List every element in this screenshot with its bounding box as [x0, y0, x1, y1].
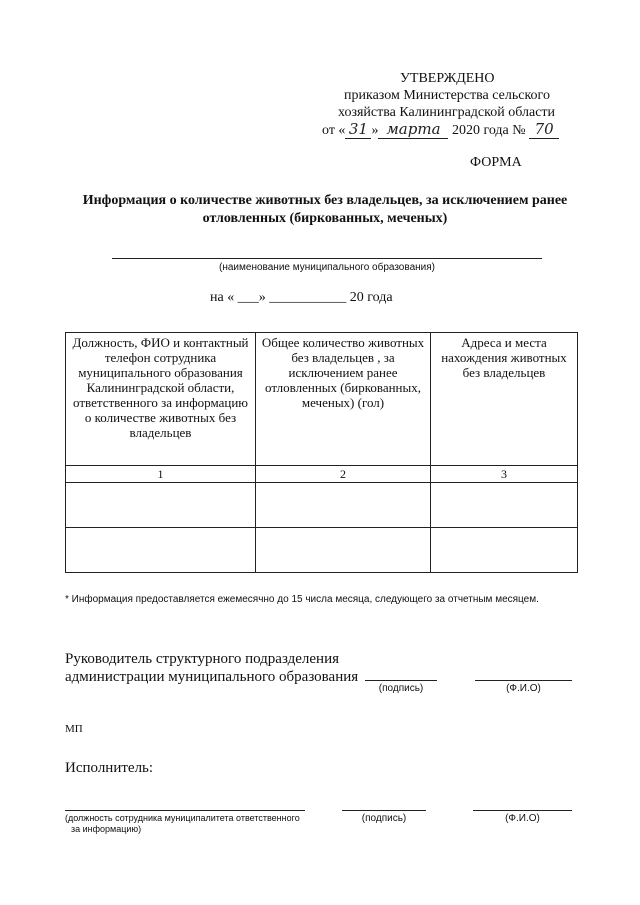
table-row	[66, 528, 578, 573]
stamp-place: МП	[65, 723, 83, 735]
table-cell[interactable]	[66, 483, 256, 528]
executor-signature-caption: (подпись)	[361, 813, 407, 824]
table-cell[interactable]	[256, 483, 431, 528]
head-name-line[interactable]	[475, 680, 572, 681]
handwritten-number: 70	[529, 121, 559, 139]
handwritten-day: 31	[345, 121, 371, 139]
table-cell[interactable]	[256, 528, 431, 573]
footnote: * Информация предоставляется ежемесячно до 15 числа месяца, следующего за отчетным месяцем.	[65, 594, 539, 605]
approved-order-line: приказом Министерства сельского	[344, 88, 550, 103]
executor-signature-line[interactable]	[342, 810, 426, 811]
column-number: 2	[256, 466, 431, 483]
executor-name-caption: (Ф.И.О)	[505, 813, 540, 824]
header-cell-responsible: Должность, ФИО и контактный телефон сотрудника муниципального образования Калининградской области, ответственного за информацию о количестве животных без владельцев	[66, 333, 256, 466]
column-number: 3	[431, 466, 578, 483]
approved-ministry-line: хозяйства Калининградской области	[338, 105, 556, 120]
year-text: 2020 года №	[451, 123, 526, 138]
table-header-row	[66, 333, 578, 466]
header-cell-addresses: Адреса и места нахождения животных без владельцев	[431, 333, 578, 466]
table-cell[interactable]	[66, 528, 256, 573]
position-caption-line-2: за информацию)	[71, 824, 142, 834]
executor-label: Исполнитель:	[65, 760, 154, 776]
handwritten-month: марта	[378, 121, 448, 139]
document-title: Информация о количестве животных без владельцев, за исключением ранее отловленных (биркованных, меченых)	[82, 193, 568, 226]
municipality-caption: (наименование муниципального образования)	[219, 262, 435, 273]
position-caption-line-1: (должность сотрудника муниципалитета ответственного	[65, 813, 300, 823]
approved-label: УТВЕРЖДЕНО	[400, 71, 495, 86]
head-line-1: Руководитель структурного подразделения	[65, 651, 339, 667]
quote-close: »	[371, 123, 379, 138]
executor-name-line[interactable]	[473, 810, 572, 811]
report-date-line: на « ___» ___________ 20 года	[210, 290, 393, 305]
head-line-2: администрации муниципального образования	[65, 669, 359, 685]
head-signature-caption: (подпись)	[378, 683, 424, 694]
from-prefix: от «	[322, 123, 346, 138]
table-cell[interactable]	[431, 528, 578, 573]
column-number: 1	[66, 466, 256, 483]
head-signature-line[interactable]	[365, 680, 437, 681]
header-cell-count: Общее количество животных без владельцев , за исключением ранее отловленных (биркованных, меченых) (гол)	[256, 333, 431, 466]
table-number-row	[66, 466, 578, 483]
head-name-caption: (Ф.И.О)	[506, 683, 541, 694]
municipality-line	[112, 258, 542, 259]
head-signature-text	[65, 650, 358, 686]
executor-position-caption	[65, 813, 300, 835]
form-label: ФОРМА	[470, 155, 522, 170]
info-table	[65, 332, 578, 573]
executor-position-line[interactable]	[65, 810, 305, 811]
table-row	[66, 483, 578, 528]
table-cell[interactable]	[431, 483, 578, 528]
approved-date-line	[322, 121, 559, 139]
